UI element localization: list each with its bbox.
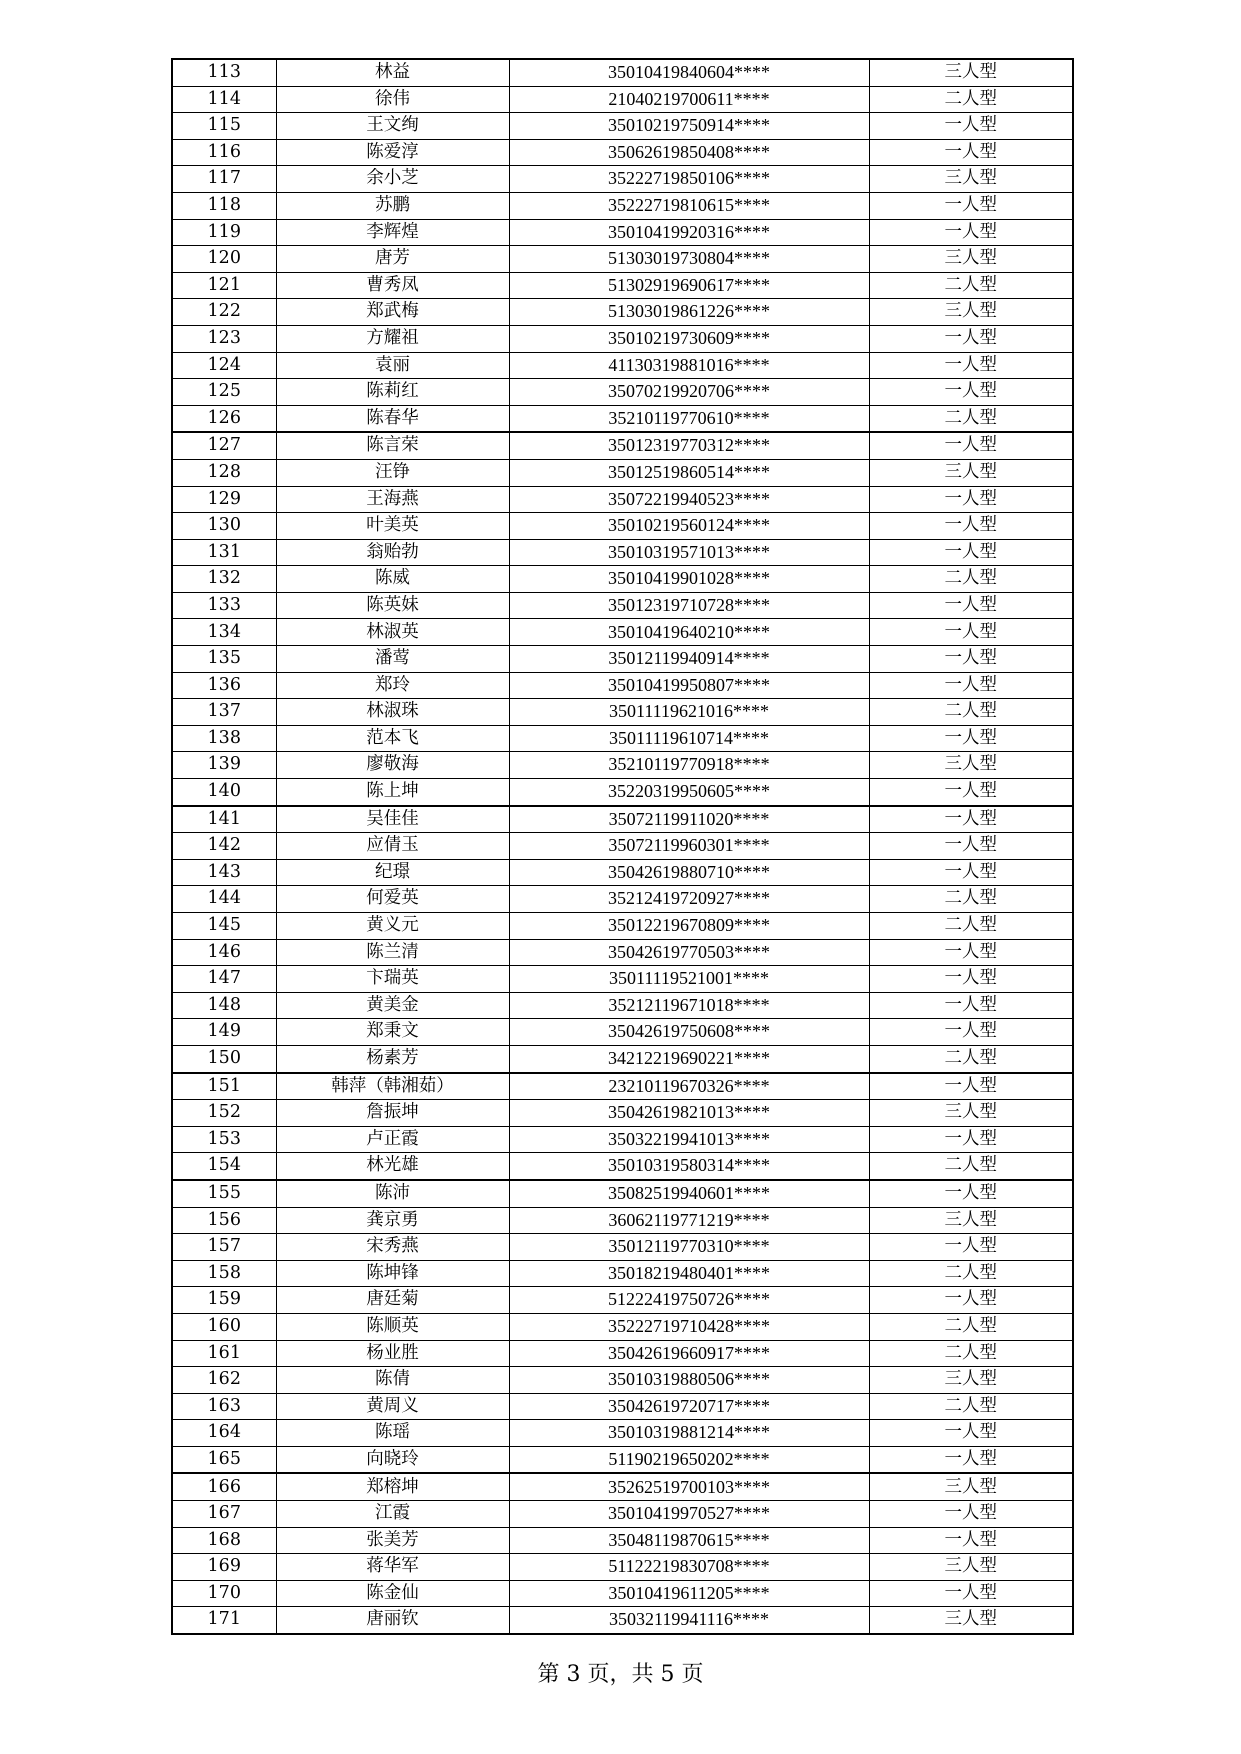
- table-row: [172, 1126, 1073, 1153]
- row-number-cell: 139: [172, 752, 276, 779]
- household-type-cell: 三人型: [869, 1554, 1073, 1581]
- row-number-cell: 133: [172, 592, 276, 619]
- row-number-cell: 155: [172, 1180, 276, 1207]
- household-type-cell: 三人型: [869, 752, 1073, 779]
- table-row: [172, 1287, 1073, 1314]
- household-type-cell: 二人型: [869, 1045, 1073, 1072]
- name-cell: 应倩玉: [276, 833, 509, 860]
- id-number-cell: 35082519940601****: [509, 1180, 869, 1207]
- row-number-cell: 135: [172, 646, 276, 673]
- row-number-cell: 148: [172, 992, 276, 1019]
- table-row: [172, 1234, 1073, 1261]
- table-row: [172, 432, 1073, 459]
- household-type-cell: 一人型: [869, 352, 1073, 379]
- table-row: [172, 1153, 1073, 1180]
- id-number-cell: 35010319580314****: [509, 1153, 869, 1180]
- id-number-cell: 35042619660917****: [509, 1340, 869, 1367]
- row-number-cell: 144: [172, 886, 276, 913]
- table-row: [172, 113, 1073, 140]
- row-number-cell: 127: [172, 432, 276, 459]
- household-type-cell: 一人型: [869, 646, 1073, 673]
- id-number-cell: 35010419901028****: [509, 566, 869, 593]
- id-number-cell: 35010219560124****: [509, 513, 869, 540]
- household-type-cell: 二人型: [869, 1393, 1073, 1420]
- household-type-cell: 一人型: [869, 1126, 1073, 1153]
- id-number-cell: 35012319770312****: [509, 432, 869, 459]
- id-number-cell: 35262519700103****: [509, 1473, 869, 1500]
- table-row: [172, 859, 1073, 886]
- household-type-cell: 一人型: [869, 1287, 1073, 1314]
- row-number-cell: 142: [172, 833, 276, 860]
- household-type-cell: 二人型: [869, 1260, 1073, 1287]
- name-cell: 林光雄: [276, 1153, 509, 1180]
- id-number-cell: 35012119770310****: [509, 1234, 869, 1261]
- table-row: [172, 539, 1073, 566]
- id-number-cell: 51303019730804****: [509, 246, 869, 273]
- row-number-cell: 169: [172, 1554, 276, 1581]
- row-number-cell: 170: [172, 1580, 276, 1607]
- household-type-cell: 一人型: [869, 966, 1073, 993]
- name-cell: 卢正霞: [276, 1126, 509, 1153]
- id-number-cell: 35010419640210****: [509, 619, 869, 646]
- id-number-cell: 51190219650202****: [509, 1446, 869, 1473]
- household-type-cell: 一人型: [869, 325, 1073, 352]
- row-number-cell: 134: [172, 619, 276, 646]
- household-type-cell: 二人型: [869, 886, 1073, 913]
- id-number-cell: 51122219830708****: [509, 1554, 869, 1581]
- household-type-cell: 三人型: [869, 1473, 1073, 1500]
- table-row: [172, 913, 1073, 940]
- name-cell: 郑玲: [276, 672, 509, 699]
- name-cell: 陈言荣: [276, 432, 509, 459]
- row-number-cell: 154: [172, 1153, 276, 1180]
- table-row: [172, 405, 1073, 432]
- household-type-cell: 二人型: [869, 272, 1073, 299]
- household-type-cell: 三人型: [869, 1607, 1073, 1634]
- name-cell: 陈上坤: [276, 779, 509, 806]
- household-type-cell: 一人型: [869, 432, 1073, 459]
- table-row: [172, 379, 1073, 406]
- id-number-cell: 35012219670809****: [509, 913, 869, 940]
- id-number-cell: 35220319950605****: [509, 779, 869, 806]
- household-type-cell: 一人型: [869, 1180, 1073, 1207]
- table-row: [172, 513, 1073, 540]
- table-row: [172, 646, 1073, 673]
- row-number-cell: 132: [172, 566, 276, 593]
- row-number-cell: 136: [172, 672, 276, 699]
- name-cell: 陈倩: [276, 1367, 509, 1394]
- id-number-cell: 35072219940523****: [509, 486, 869, 513]
- table-row: [172, 1313, 1073, 1340]
- id-number-cell: 35072119911020****: [509, 806, 869, 833]
- id-number-cell: 23210119670326****: [509, 1073, 869, 1100]
- name-cell: 唐芳: [276, 246, 509, 273]
- row-number-cell: 131: [172, 539, 276, 566]
- household-type-cell: 一人型: [869, 219, 1073, 246]
- name-cell: 王海燕: [276, 486, 509, 513]
- row-number-cell: 129: [172, 486, 276, 513]
- name-cell: 蒋华军: [276, 1554, 509, 1581]
- id-number-cell: 51222419750726****: [509, 1287, 869, 1314]
- table-row: [172, 672, 1073, 699]
- table-row: [172, 86, 1073, 113]
- table-row: [172, 779, 1073, 806]
- table-row: [172, 833, 1073, 860]
- id-number-cell: 35011119621016****: [509, 699, 869, 726]
- row-number-cell: 153: [172, 1126, 276, 1153]
- name-cell: 韩萍（韩湘茹）: [276, 1073, 509, 1100]
- name-cell: 陈顺英: [276, 1313, 509, 1340]
- name-cell: 唐廷菊: [276, 1287, 509, 1314]
- id-number-cell: 35011119610714****: [509, 725, 869, 752]
- id-number-cell: 36062119771219****: [509, 1207, 869, 1234]
- name-cell: 宋秀燕: [276, 1234, 509, 1261]
- row-number-cell: 124: [172, 352, 276, 379]
- household-type-cell: 一人型: [869, 513, 1073, 540]
- household-type-cell: 二人型: [869, 566, 1073, 593]
- row-number-cell: 161: [172, 1340, 276, 1367]
- table-row: [172, 806, 1073, 833]
- household-type-cell: 一人型: [869, 779, 1073, 806]
- name-cell: 李辉煌: [276, 219, 509, 246]
- table-row: [172, 1420, 1073, 1447]
- household-type-cell: 二人型: [869, 86, 1073, 113]
- table-row: [172, 992, 1073, 1019]
- row-number-cell: 145: [172, 913, 276, 940]
- id-number-cell: 35042619880710****: [509, 859, 869, 886]
- row-number-cell: 158: [172, 1260, 276, 1287]
- household-type-cell: 一人型: [869, 592, 1073, 619]
- name-cell: 林淑珠: [276, 699, 509, 726]
- row-number-cell: 163: [172, 1393, 276, 1420]
- household-type-cell: 一人型: [869, 1234, 1073, 1261]
- name-cell: 唐丽钦: [276, 1607, 509, 1634]
- row-number-cell: 165: [172, 1446, 276, 1473]
- name-cell: 纪璟: [276, 859, 509, 886]
- name-cell: 王文绚: [276, 113, 509, 140]
- name-cell: 陈兰清: [276, 939, 509, 966]
- table-row: [172, 699, 1073, 726]
- row-number-cell: 123: [172, 325, 276, 352]
- household-type-cell: 二人型: [869, 913, 1073, 940]
- table-row: [172, 1073, 1073, 1100]
- id-number-cell: 35070219920706****: [509, 379, 869, 406]
- row-number-cell: 160: [172, 1313, 276, 1340]
- name-cell: 余小芝: [276, 166, 509, 193]
- row-number-cell: 126: [172, 405, 276, 432]
- id-number-cell: 35212419720927****: [509, 886, 869, 913]
- row-number-cell: 166: [172, 1473, 276, 1500]
- name-cell: 林益: [276, 59, 509, 86]
- name-cell: 陈春华: [276, 405, 509, 432]
- household-type-cell: 三人型: [869, 1367, 1073, 1394]
- table-row: [172, 1554, 1073, 1581]
- name-cell: 徐伟: [276, 86, 509, 113]
- household-type-cell: 一人型: [869, 192, 1073, 219]
- household-type-cell: 三人型: [869, 166, 1073, 193]
- row-number-cell: 120: [172, 246, 276, 273]
- household-type-cell: 一人型: [869, 1420, 1073, 1447]
- table-row: [172, 752, 1073, 779]
- row-number-cell: 130: [172, 513, 276, 540]
- table-row: [172, 1446, 1073, 1473]
- row-number-cell: 167: [172, 1501, 276, 1528]
- row-number-cell: 149: [172, 1019, 276, 1046]
- table-row: [172, 966, 1073, 993]
- table-row: [172, 1019, 1073, 1046]
- row-number-cell: 119: [172, 219, 276, 246]
- household-type-cell: 一人型: [869, 486, 1073, 513]
- id-number-cell: 35018219480401****: [509, 1260, 869, 1287]
- name-cell: 吴佳佳: [276, 806, 509, 833]
- row-number-cell: 122: [172, 299, 276, 326]
- id-number-cell: 35010319880506****: [509, 1367, 869, 1394]
- name-cell: 叶美英: [276, 513, 509, 540]
- row-number-cell: 115: [172, 113, 276, 140]
- table-row: [172, 1501, 1073, 1528]
- name-cell: 黄义元: [276, 913, 509, 940]
- name-cell: 陈莉红: [276, 379, 509, 406]
- name-cell: 林淑英: [276, 619, 509, 646]
- household-type-cell: 一人型: [869, 539, 1073, 566]
- name-cell: 郑榕坤: [276, 1473, 509, 1500]
- id-number-cell: 35010219750914****: [509, 113, 869, 140]
- row-number-cell: 121: [172, 272, 276, 299]
- household-type-cell: 一人型: [869, 619, 1073, 646]
- household-type-cell: 一人型: [869, 1019, 1073, 1046]
- table-row: [172, 1260, 1073, 1287]
- household-type-cell: 三人型: [869, 459, 1073, 486]
- name-cell: 江霞: [276, 1501, 509, 1528]
- roster-table: [171, 58, 1074, 1635]
- id-number-cell: 35042619821013****: [509, 1100, 869, 1127]
- id-number-cell: 21040219700611****: [509, 86, 869, 113]
- table-row: [172, 59, 1073, 86]
- name-cell: 龚京勇: [276, 1207, 509, 1234]
- table-row: [172, 1045, 1073, 1072]
- row-number-cell: 118: [172, 192, 276, 219]
- name-cell: 张美芳: [276, 1527, 509, 1554]
- id-number-cell: 35072119960301****: [509, 833, 869, 860]
- name-cell: 苏鹏: [276, 192, 509, 219]
- table-row: [172, 1180, 1073, 1207]
- household-type-cell: 一人型: [869, 725, 1073, 752]
- name-cell: 向晓玲: [276, 1446, 509, 1473]
- table-row: [172, 1473, 1073, 1500]
- name-cell: 陈英妹: [276, 592, 509, 619]
- row-number-cell: 117: [172, 166, 276, 193]
- table-row: [172, 1100, 1073, 1127]
- household-type-cell: 一人型: [869, 859, 1073, 886]
- household-type-cell: 二人型: [869, 699, 1073, 726]
- name-cell: 杨业胜: [276, 1340, 509, 1367]
- name-cell: 陈沛: [276, 1180, 509, 1207]
- household-type-cell: 一人型: [869, 1501, 1073, 1528]
- row-number-cell: 164: [172, 1420, 276, 1447]
- table-row: [172, 459, 1073, 486]
- id-number-cell: 35010419950807****: [509, 672, 869, 699]
- row-number-cell: 140: [172, 779, 276, 806]
- table-row: [172, 192, 1073, 219]
- id-number-cell: 35032219941013****: [509, 1126, 869, 1153]
- row-number-cell: 141: [172, 806, 276, 833]
- household-type-cell: 三人型: [869, 246, 1073, 273]
- id-number-cell: 35010419840604****: [509, 59, 869, 86]
- table-row: [172, 886, 1073, 913]
- id-number-cell: 35062619850408****: [509, 139, 869, 166]
- household-type-cell: 三人型: [869, 59, 1073, 86]
- table-row: [172, 939, 1073, 966]
- id-number-cell: 41130319881016****: [509, 352, 869, 379]
- id-number-cell: 35210119770918****: [509, 752, 869, 779]
- name-cell: 袁丽: [276, 352, 509, 379]
- row-number-cell: 157: [172, 1234, 276, 1261]
- household-type-cell: 一人型: [869, 1073, 1073, 1100]
- name-cell: 方耀祖: [276, 325, 509, 352]
- household-type-cell: 三人型: [869, 1207, 1073, 1234]
- id-number-cell: 35011119521001****: [509, 966, 869, 993]
- table-row: [172, 352, 1073, 379]
- household-type-cell: 一人型: [869, 113, 1073, 140]
- household-type-cell: 一人型: [869, 1527, 1073, 1554]
- name-cell: 陈坤锋: [276, 1260, 509, 1287]
- id-number-cell: 35222719710428****: [509, 1313, 869, 1340]
- name-cell: 陈瑶: [276, 1420, 509, 1447]
- id-number-cell: 35042619770503****: [509, 939, 869, 966]
- row-number-cell: 114: [172, 86, 276, 113]
- id-number-cell: 35010319571013****: [509, 539, 869, 566]
- household-type-cell: 三人型: [869, 1100, 1073, 1127]
- page-footer: 第 3 页，共 5 页: [537, 1662, 704, 1687]
- row-number-cell: 168: [172, 1527, 276, 1554]
- row-number-cell: 150: [172, 1045, 276, 1072]
- id-number-cell: 35042619750608****: [509, 1019, 869, 1046]
- name-cell: 黄周义: [276, 1393, 509, 1420]
- household-type-cell: 一人型: [869, 379, 1073, 406]
- id-number-cell: 35010419920316****: [509, 219, 869, 246]
- name-cell: 廖敬海: [276, 752, 509, 779]
- name-cell: 汪铮: [276, 459, 509, 486]
- table-row: [172, 566, 1073, 593]
- table-row: [172, 246, 1073, 273]
- household-type-cell: 二人型: [869, 405, 1073, 432]
- household-type-cell: 二人型: [869, 1340, 1073, 1367]
- name-cell: 郑武梅: [276, 299, 509, 326]
- row-number-cell: 143: [172, 859, 276, 886]
- table-row: [172, 1367, 1073, 1394]
- id-number-cell: 35032119941116****: [509, 1607, 869, 1634]
- table-row: [172, 725, 1073, 752]
- row-number-cell: 137: [172, 699, 276, 726]
- table-row: [172, 272, 1073, 299]
- row-number-cell: 125: [172, 379, 276, 406]
- name-cell: 陈威: [276, 566, 509, 593]
- name-cell: 郑秉文: [276, 1019, 509, 1046]
- table-row: [172, 166, 1073, 193]
- table-row: [172, 325, 1073, 352]
- household-type-cell: 二人型: [869, 1313, 1073, 1340]
- id-number-cell: 35012519860514****: [509, 459, 869, 486]
- table-row: [172, 619, 1073, 646]
- id-number-cell: 35222719810615****: [509, 192, 869, 219]
- name-cell: 何爱英: [276, 886, 509, 913]
- table-row: [172, 1393, 1073, 1420]
- row-number-cell: 113: [172, 59, 276, 86]
- name-cell: 曹秀凤: [276, 272, 509, 299]
- table-row: [172, 139, 1073, 166]
- row-number-cell: 171: [172, 1607, 276, 1634]
- name-cell: 卞瑞英: [276, 966, 509, 993]
- row-number-cell: 146: [172, 939, 276, 966]
- name-cell: 黄美金: [276, 992, 509, 1019]
- row-number-cell: 138: [172, 725, 276, 752]
- table-row: [172, 1207, 1073, 1234]
- id-number-cell: 34212219690221****: [509, 1045, 869, 1072]
- household-type-cell: 一人型: [869, 1446, 1073, 1473]
- id-number-cell: 35010219730609****: [509, 325, 869, 352]
- household-type-cell: 一人型: [869, 672, 1073, 699]
- row-number-cell: 152: [172, 1100, 276, 1127]
- id-number-cell: 35010419970527****: [509, 1501, 869, 1528]
- table-row: [172, 486, 1073, 513]
- household-type-cell: 一人型: [869, 992, 1073, 1019]
- roster-body: [172, 59, 1073, 1634]
- row-number-cell: 116: [172, 139, 276, 166]
- id-number-cell: 35010319881214****: [509, 1420, 869, 1447]
- name-cell: 范本飞: [276, 725, 509, 752]
- id-number-cell: 35210119770610****: [509, 405, 869, 432]
- row-number-cell: 128: [172, 459, 276, 486]
- id-number-cell: 35012119940914****: [509, 646, 869, 673]
- table-row: [172, 1580, 1073, 1607]
- table-row: [172, 1607, 1073, 1634]
- table-row: [172, 1340, 1073, 1367]
- row-number-cell: 162: [172, 1367, 276, 1394]
- id-number-cell: 35012319710728****: [509, 592, 869, 619]
- name-cell: 翁贻勃: [276, 539, 509, 566]
- id-number-cell: 51302919690617****: [509, 272, 869, 299]
- table-row: [172, 1527, 1073, 1554]
- id-number-cell: 51303019861226****: [509, 299, 869, 326]
- id-number-cell: 35222719850106****: [509, 166, 869, 193]
- row-number-cell: 156: [172, 1207, 276, 1234]
- household-type-cell: 一人型: [869, 806, 1073, 833]
- name-cell: 潘莺: [276, 646, 509, 673]
- household-type-cell: 一人型: [869, 833, 1073, 860]
- household-type-cell: 一人型: [869, 139, 1073, 166]
- table-row: [172, 592, 1073, 619]
- household-type-cell: 三人型: [869, 299, 1073, 326]
- name-cell: 杨素芳: [276, 1045, 509, 1072]
- name-cell: 陈爱淳: [276, 139, 509, 166]
- id-number-cell: 35010419611205****: [509, 1580, 869, 1607]
- id-number-cell: 35212119671018****: [509, 992, 869, 1019]
- table-row: [172, 219, 1073, 246]
- id-number-cell: 35048119870615****: [509, 1527, 869, 1554]
- household-type-cell: 一人型: [869, 1580, 1073, 1607]
- row-number-cell: 151: [172, 1073, 276, 1100]
- row-number-cell: 159: [172, 1287, 276, 1314]
- household-type-cell: 二人型: [869, 1153, 1073, 1180]
- row-number-cell: 147: [172, 966, 276, 993]
- household-type-cell: 一人型: [869, 939, 1073, 966]
- name-cell: 陈金仙: [276, 1580, 509, 1607]
- name-cell: 詹振坤: [276, 1100, 509, 1127]
- id-number-cell: 35042619720717****: [509, 1393, 869, 1420]
- table-row: [172, 299, 1073, 326]
